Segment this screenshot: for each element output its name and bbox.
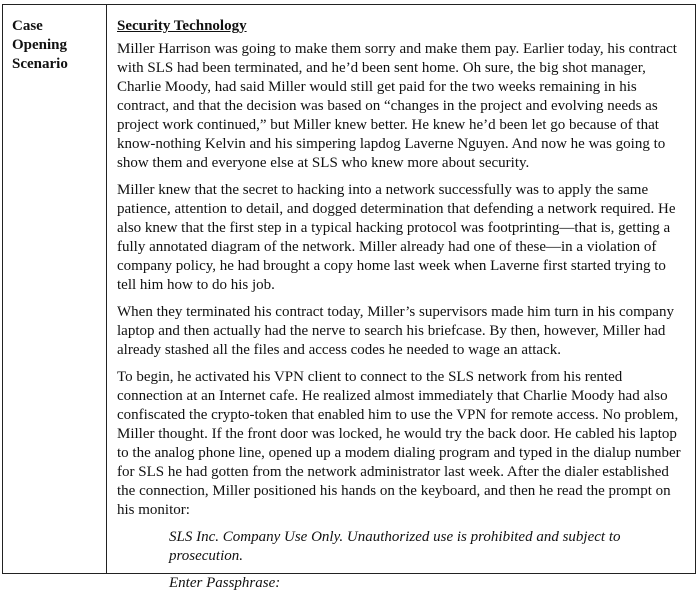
passphrase-prompt: Enter Passphrase: xyxy=(169,575,281,591)
login-prompt-message: SLS Inc. Company Use Only. Unauthorized use is prohibited and subject to prosecution. xyxy=(169,529,621,564)
scenario-label-line-1: Case xyxy=(12,18,43,34)
paragraph-2: Miller knew that the secret to hacking into a network successfully was to apply the same patience, attention to detail, and dogged determination that defending a network required. He also knew that the first step in a typical hacking protocol was footprinting—that is, getting a fully annotated diagram of the network. Miller already had one of these—in a violation of company policy, he had brought a copy home last week when Laverne first started trying to tell him how to do his job. xyxy=(117,182,676,293)
paragraph-4: To begin, he activated his VPN client to connect to the SLS network from his rented connection at an Internet cafe. He realized almost immediately that Charlie Moody had also confiscated the crypto-token that enabled him to use the VPN for remote access. No problem, Miller thought. If the front door was locked, he would try the back door. He cabled his laptop to the analog phone line, opened up a modem dialing program and typed in the dialup number for SLS he had gotten from the network administrator last week. After the dialer established the connection, Miller positioned his hands on the keyboard, and then he read the prompt on his monitor: xyxy=(117,369,681,518)
scenario-label-column xyxy=(3,5,107,573)
scenario-label-line-2: Opening xyxy=(12,37,68,53)
paragraph-3: When they terminated his contract today, Miller’s supervisors made him turn in his company laptop and then actually had the nerve to search his briefcase. By then, however, Miller had already stashed all the files and access codes he needed to wage an attack. xyxy=(117,304,674,358)
case-scenario-box xyxy=(2,4,696,591)
section-title: Security Technology xyxy=(117,18,247,34)
scenario-content-column xyxy=(107,5,695,591)
paragraph-1: Miller Harrison was going to make them sorry and make them pay. Earlier today, his contract with SLS had been terminated, and he’d been sent home. Oh sure, the big shot manager, Charlie Moody, had said Miller would still get paid for the two weeks remaining in his contract, and that the decision was based on “changes in the project and evolving needs as project work continued,” but Miller knew better. He knew he’d been let go because of that know-nothing Kelvin and his simpering lapdog Laverne Nguyen. And now he was going to show them and everyone else at SLS who knew more about security. xyxy=(117,41,677,171)
scenario-label-line-3: Scenario xyxy=(12,56,68,72)
